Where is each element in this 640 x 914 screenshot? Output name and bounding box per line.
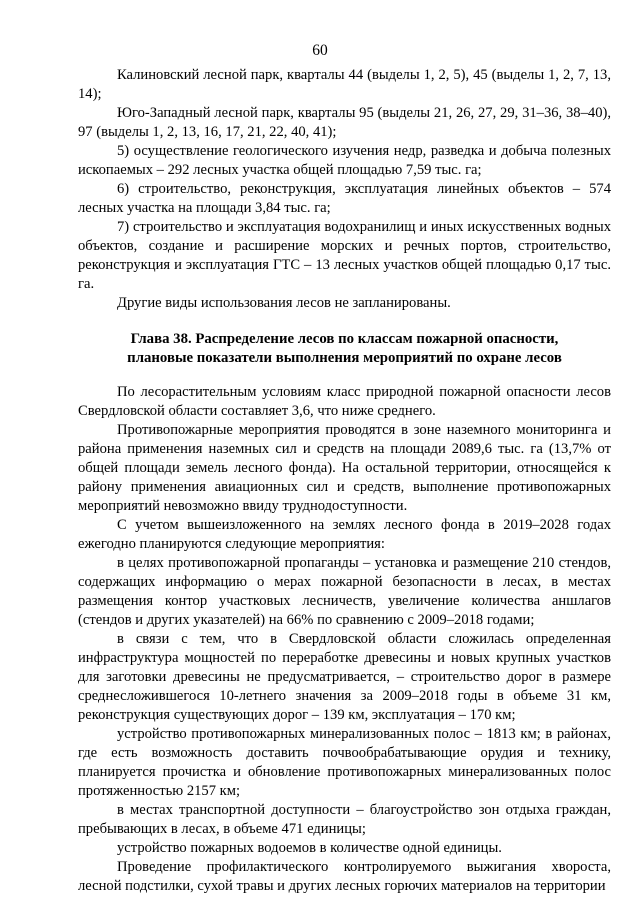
paragraph-fire-ponds: устройство пожарных водоемов в количестве одной единицы. xyxy=(117,840,502,856)
paragraph-controlled-burning: Проведение профилактического контролируемого выжигания хвороста, лесной подстилки, сухой травы и других лесных горючих материалов на территории xyxy=(78,859,611,894)
paragraph-fire-measures: Противопожарные мероприятия проводятся в зоне наземного мониторинга и района применения наземных сил и средств на площади 2089,6 тыс. га (13,7% от общей площади земель лесного фонда). На остальной территории, относящейся к району применения авиационных сил и средств, выполнение противопожарных мероприятий невозможно ввиду труднодоступности. xyxy=(78,422,611,514)
paragraph-geological-study: 5) осуществление геологического изучения недр, разведка и добыча полезных ископаемых – 292 лесных участка общей площадью 7,59 тыс. га; xyxy=(78,143,611,178)
paragraph-reservoirs: 7) строительство и эксплуатация водохранилищ и иных искусственных водных объектов, создание и расширение морских и речных портов, строительство, реконструкция и эксплуатация ГТС – 13 лесных участков общей площадью 0,17 тыс. га. xyxy=(78,219,611,292)
paragraph-road-construction: в связи с тем, что в Свердловской области сложилась определенная инфраструктура мощностей по переработке древесины и новых крупных участков для заготовки древесины не предусматривается, – строительство дорог в размере среднесложившегося 10-летнего значения за 2009–2018 годы в объеме 31 км, реконструкция существующих дорог – 139 км, эксплуатация – 170 км; xyxy=(78,631,611,723)
paragraph-fire-hazard-class: По лесорастительным условиям класс природной пожарной опасности лесов Свердловской области составляет 3,6, что ниже среднего. xyxy=(78,384,611,419)
paragraph-other-uses: Другие виды использования лесов не запланированы. xyxy=(117,295,451,311)
paragraph-fire-propaganda: в целях противопожарной пропаганды – установка и размещение 210 стендов, содержащих информацию о мерах пожарной безопасности в лесах, в местах размещения контор участковых лесничеств, увеличение количества аншлагов (стендов и других указателей) на 66% по сравнению с 2009–2018 годами; xyxy=(78,555,611,628)
chapter-heading: Глава 38. Распределение лесов по классам пожарной опасности, плановые показатели выполнения мероприятий по охране лесов xyxy=(127,331,562,366)
paragraph-recreation-zones: в местах транспортной доступности – благоустройство зон отдыха граждан, пребывающих в лесах, в объеме 471 единицы; xyxy=(78,802,611,837)
paragraph-planned-activities: С учетом вышеизложенного на землях лесного фонда в 2019–2028 годах ежегодно планируются следующие мероприятия: xyxy=(78,517,611,552)
paragraph-linear-objects: 6) строительство, реконструкция, эксплуатация линейных объектов – 574 лесных участка на площади 3,84 тыс. га; xyxy=(78,181,611,216)
paragraph-kalinovsky-park: Калиновский лесной парк, кварталы 44 (выделы 1, 2, 5), 45 (выделы 1, 2, 7, 13, 14); xyxy=(78,67,611,102)
page-number: 60 xyxy=(312,42,328,59)
page-content xyxy=(78,66,611,896)
paragraph-mineralized-strips: устройство противопожарных минерализованных полос – 1813 км; в районах, где есть возможность доставить почвообрабатывающие орудия и технику, планируется прочистка и обновление противопожарных минерализованных полос протяженностью 2157 км; xyxy=(78,726,611,799)
paragraph-yugo-zapadny-park: Юго-Западный лесной парк, кварталы 95 (выделы 21, 26, 27, 29, 31–36, 38–40), 97 (выделы 1, 2, 13, 16, 17, 21, 22, 40, 41); xyxy=(78,105,611,140)
